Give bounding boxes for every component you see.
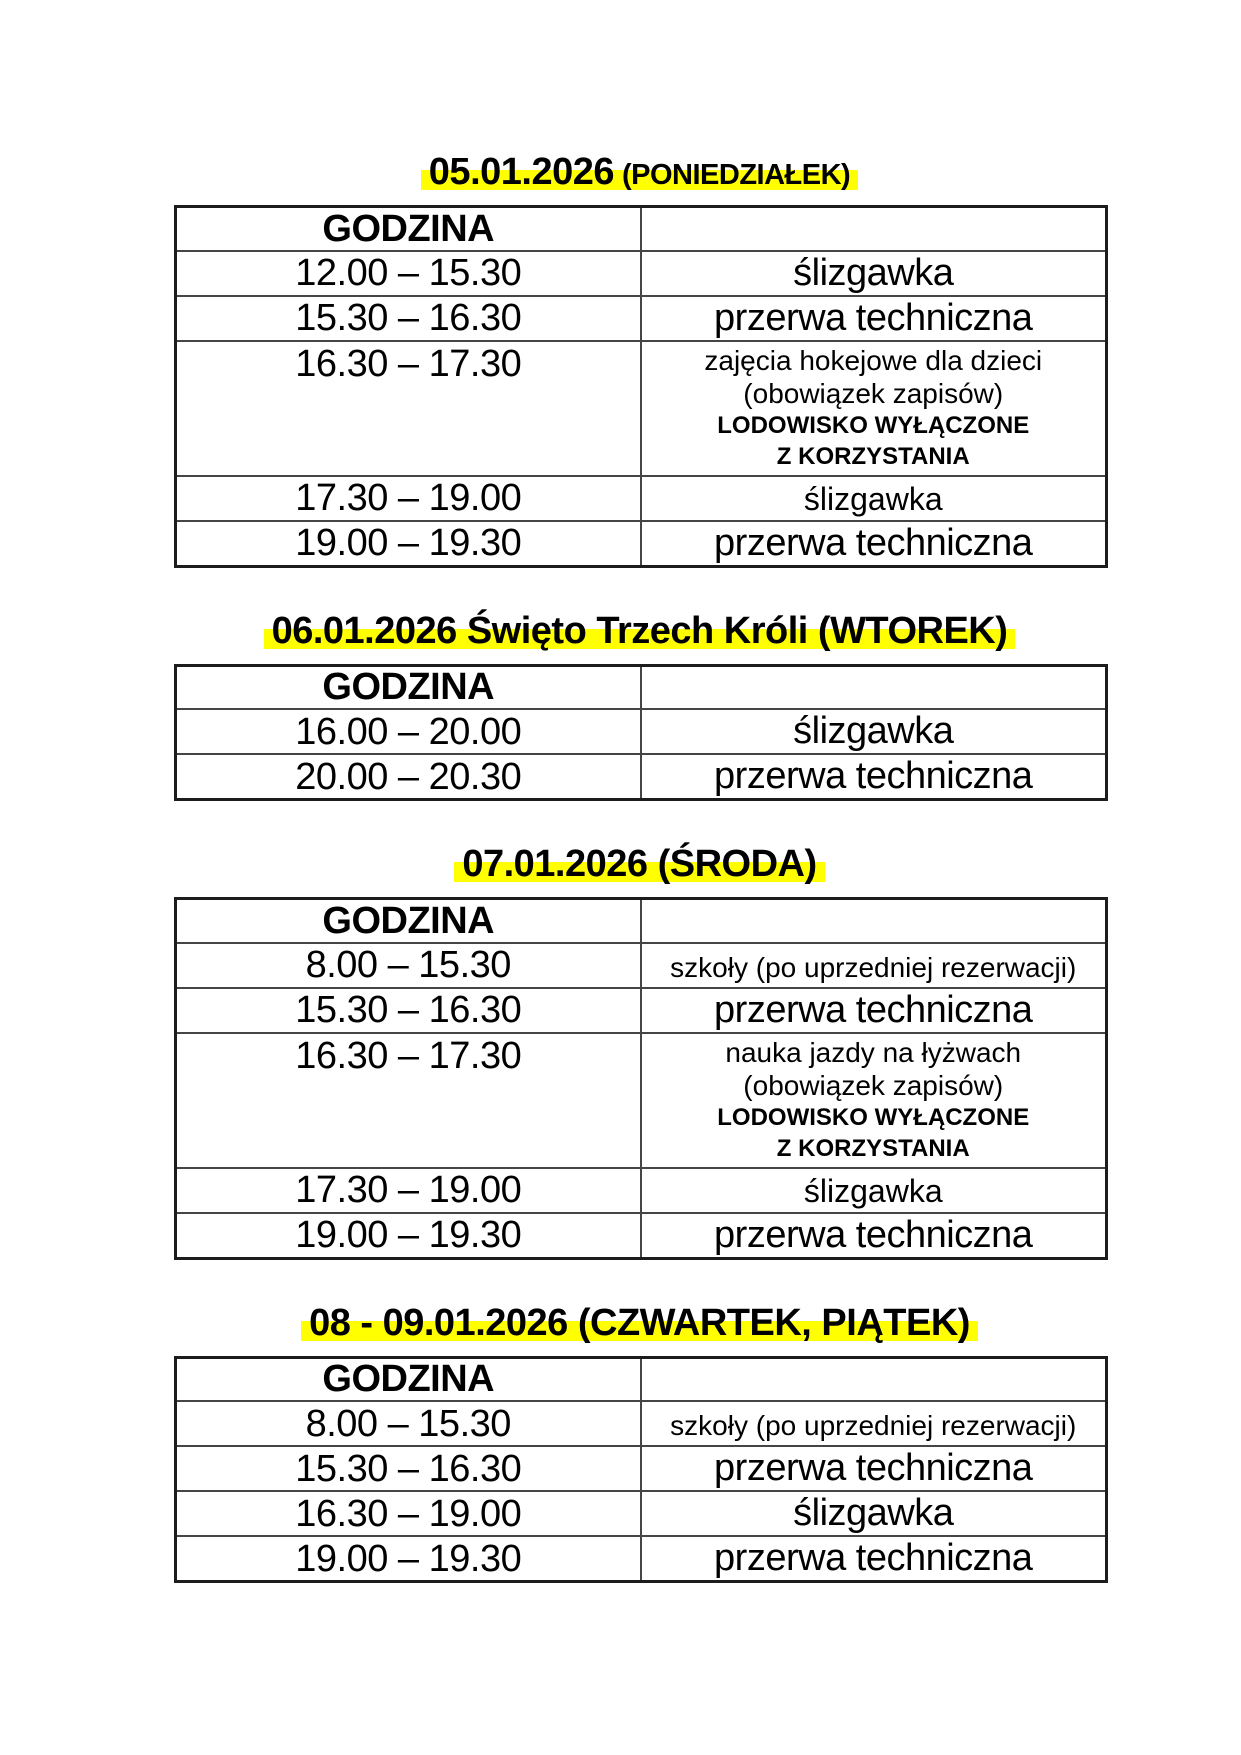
activity-line: przerwa techniczna xyxy=(714,1213,1033,1256)
activity-line: przerwa techniczna xyxy=(714,296,1033,339)
time-cell: 15.30 – 16.30 xyxy=(176,988,641,1033)
activity-line: ślizgawka xyxy=(803,1172,943,1209)
activity-cell xyxy=(641,296,1107,341)
table-row xyxy=(176,1213,1107,1259)
godzina-header-cell: GODZINA xyxy=(176,1357,641,1401)
activity-line: przerwa techniczna xyxy=(714,1537,1033,1579)
activity-header-cell xyxy=(641,899,1107,943)
activity-header-cell xyxy=(641,207,1107,251)
activity-cell xyxy=(641,1491,1107,1536)
table-header-row xyxy=(176,1357,1107,1401)
time-cell: 19.00 – 19.30 xyxy=(176,1536,641,1582)
schedule-table xyxy=(174,205,1108,568)
title-highlight xyxy=(264,609,1016,652)
activity-cell xyxy=(641,1213,1107,1259)
table-row xyxy=(176,943,1107,988)
activity-line: zajęcia hokejowe dla dzieci xyxy=(704,344,1043,376)
schedule-section-thursday-friday xyxy=(174,1300,1105,1584)
activity-cell xyxy=(641,251,1107,296)
activity-cell xyxy=(641,476,1107,521)
time-cell: 15.30 – 16.30 xyxy=(176,1446,641,1491)
time-cell: 15.30 – 16.30 xyxy=(176,296,641,341)
activity-line: (obowiązek zapisów) xyxy=(743,377,1004,409)
activity-line: nauka jazdy na łyżwach xyxy=(725,1036,1022,1068)
table-row xyxy=(176,1446,1107,1491)
activity-cell xyxy=(641,754,1107,800)
activity-line: Z KORZYSTANIA xyxy=(776,1134,970,1162)
activity-cell xyxy=(641,1033,1107,1168)
activity-line: przerwa techniczna xyxy=(714,988,1033,1031)
time-cell: 19.00 – 19.30 xyxy=(176,1213,641,1259)
table-row xyxy=(176,1033,1107,1168)
title-date: 07.01.2026 (ŚRODA) xyxy=(462,843,817,885)
activity-line: LODOWISKO WYŁĄCZONE xyxy=(717,411,1030,439)
table-row xyxy=(176,1168,1107,1213)
time-cell: 8.00 – 15.30 xyxy=(176,1401,641,1446)
table-header-row xyxy=(176,899,1107,943)
time-cell: 16.00 – 20.00 xyxy=(176,709,641,754)
activity-cell xyxy=(641,521,1107,567)
title-highlight xyxy=(454,843,824,885)
table-row xyxy=(176,709,1107,754)
schedule-section-monday xyxy=(174,149,1105,568)
section-title xyxy=(174,841,1105,895)
table-header-row xyxy=(176,207,1107,251)
time-cell: 16.30 – 19.00 xyxy=(176,1491,641,1536)
activity-line: przerwa techniczna xyxy=(714,1447,1033,1489)
activity-cell xyxy=(641,1536,1107,1582)
title-highlight xyxy=(421,151,858,193)
activity-cell xyxy=(641,1168,1107,1213)
time-cell: 12.00 – 15.30 xyxy=(176,251,641,296)
time-cell: 17.30 – 19.00 xyxy=(176,476,641,521)
activity-cell xyxy=(641,709,1107,754)
schedule-table xyxy=(174,664,1108,802)
godzina-header-cell: GODZINA xyxy=(176,899,641,943)
table-row xyxy=(176,1491,1107,1536)
activity-header-cell xyxy=(641,1357,1107,1401)
section-title xyxy=(174,1300,1105,1354)
activity-cell xyxy=(641,341,1107,476)
schedule-section-wednesday xyxy=(174,841,1105,1260)
schedule-table xyxy=(174,1356,1108,1584)
activity-line: ślizgawka xyxy=(793,710,954,752)
activity-line: ślizgawka xyxy=(793,251,954,294)
title-date: 05.01.2026 xyxy=(428,151,614,193)
title-day: (PONIEDZIAŁEK) xyxy=(621,159,851,191)
godzina-header-cell: GODZINA xyxy=(176,665,641,709)
activity-cell xyxy=(641,943,1107,988)
section-title xyxy=(174,608,1105,662)
activity-cell xyxy=(641,1446,1107,1491)
godzina-header-cell: GODZINA xyxy=(176,207,641,251)
table-row xyxy=(176,988,1107,1033)
activity-header-cell xyxy=(641,665,1107,709)
activity-line: ślizgawka xyxy=(793,1492,954,1534)
activity-line: (obowiązek zapisów) xyxy=(743,1069,1004,1101)
time-cell: 8.00 – 15.30 xyxy=(176,943,641,988)
activity-line: przerwa techniczna xyxy=(714,521,1033,564)
time-cell: 16.30 – 17.30 xyxy=(176,341,641,476)
table-row xyxy=(176,476,1107,521)
time-cell: 16.30 – 17.30 xyxy=(176,1033,641,1168)
title-highlight xyxy=(301,1301,978,1344)
activity-line: ślizgawka xyxy=(803,480,943,517)
section-title xyxy=(174,149,1105,203)
time-cell: 17.30 – 19.00 xyxy=(176,1168,641,1213)
schedule-section-tuesday xyxy=(174,608,1105,802)
title-date: 08 - 09.01.2026 (CZWARTEK, PIĄTEK) xyxy=(309,1301,970,1344)
table-row xyxy=(176,341,1107,476)
activity-cell xyxy=(641,1401,1107,1446)
activity-line: przerwa techniczna xyxy=(714,755,1033,797)
activity-line: LODOWISKO WYŁĄCZONE xyxy=(717,1103,1030,1131)
activity-line: szkoły (po uprzedniej rezerwacji) xyxy=(670,1410,1077,1441)
activity-line: szkoły (po uprzedniej rezerwacji) xyxy=(670,951,1077,983)
table-row xyxy=(176,251,1107,296)
table-row xyxy=(176,1401,1107,1446)
time-cell: 19.00 – 19.30 xyxy=(176,521,641,567)
table-row xyxy=(176,521,1107,567)
title-date: 06.01.2026 Święto Trzech Króli (WTOREK) xyxy=(271,609,1008,652)
schedule-table xyxy=(174,897,1108,1260)
time-cell: 20.00 – 20.30 xyxy=(176,754,641,800)
table-row xyxy=(176,1536,1107,1582)
table-row xyxy=(176,296,1107,341)
table-row xyxy=(176,754,1107,800)
activity-cell xyxy=(641,988,1107,1033)
table-header-row xyxy=(176,665,1107,709)
activity-line: Z KORZYSTANIA xyxy=(776,442,970,470)
